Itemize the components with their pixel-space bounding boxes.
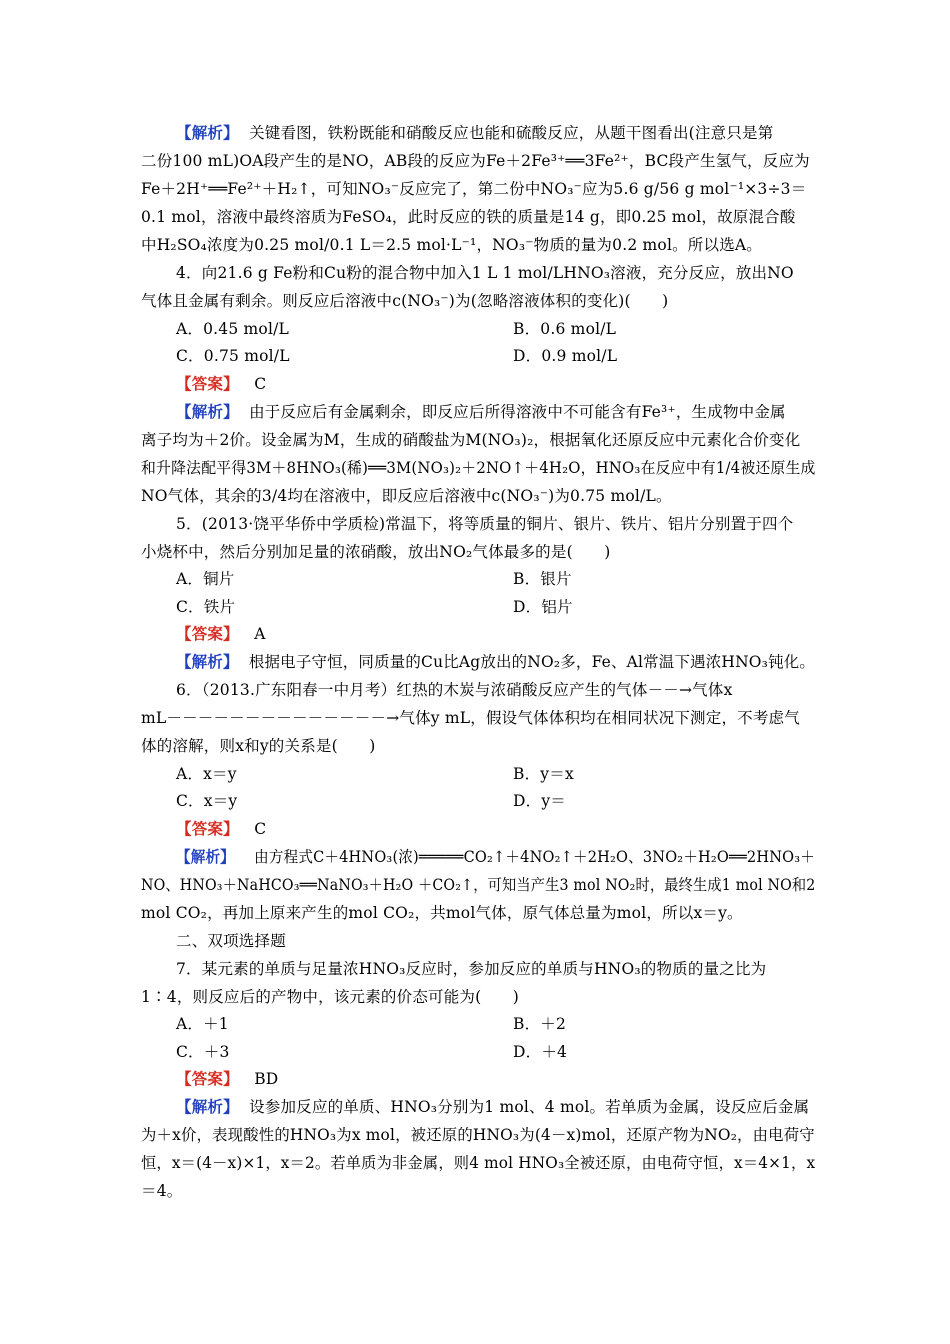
- answer-line: [176, 819, 266, 839]
- text: 由于反应后有金属剩余，即反应后所得溶液中不可能含有Fe³⁺，生成物中金属: [249, 403, 786, 421]
- explanation-line: [176, 402, 786, 422]
- text: 由方程式C＋4HNO₃(浓)═════CO₂↑＋4NO₂↑＋2H₂O、3NO₂＋H₂O══2HNO₃＋: [254, 848, 815, 866]
- option-b: B．y＝x: [513, 765, 574, 783]
- question-7-stem: 1∶4，则反应后的产物中，该元素的价态可能为( ): [141, 988, 520, 1006]
- answer-value: A: [254, 625, 266, 643]
- answer-value: BD: [254, 1070, 279, 1088]
- explanation-line: Fe＋2H⁺══Fe²⁺＋H₂↑，可知NO₃⁻反应完了，第二份中NO₃⁻应为5.6 g/56 g mol⁻¹×3÷3＝: [141, 180, 807, 198]
- option-d: D．铝片: [513, 598, 573, 616]
- answer-line: [176, 624, 266, 644]
- answer-tag: 【答案】: [176, 1069, 239, 1088]
- explanation-line: 离子均为＋2价。设金属为M，生成的硝酸盐为M(NO₃)₂，根据氧化还原反应中元素化合价变化: [141, 431, 801, 449]
- option-c: C．x＝y: [176, 792, 238, 810]
- option-d: D．0.9 mol/L: [513, 347, 618, 365]
- explanation-line: 二份100 mL)OA段产生的是NO，AB段的反应为Fe＋2Fe³⁺══3Fe²⁺，BC段产生氢气，反应为: [141, 152, 810, 170]
- question-5-stem: 小烧杯中，然后分别加足量的浓硝酸，放出NO₂气体最多的是( ): [141, 543, 611, 561]
- analysis-tag: 【解析】: [176, 652, 239, 671]
- answer-line: [176, 374, 266, 394]
- answer-tag: 【答案】: [176, 819, 239, 838]
- question-4-stem: 4．向21.6 g Fe粉和Cu粉的混合物中加入1 L 1 mol/LHNO₃溶液，充分反应，放出NO: [176, 264, 794, 282]
- explanation-line: 为＋x价，表现酸性的HNO₃为x mol，被还原的HNO₃为(4－x)mol，还原产物为NO₂，由电荷守: [141, 1126, 815, 1144]
- question-4-stem: 气体且金属有剩余。则反应后溶液中c(NO₃⁻)为(忽略溶液体积的变化)( ): [141, 292, 669, 310]
- explanation-line: [176, 847, 815, 867]
- explanation-line: NO气体，其余的3/4均在溶液中，即反应后溶液中c(NO₃⁻)为0.75 mol/L。: [141, 487, 672, 505]
- analysis-tag: 【解析】: [176, 123, 239, 142]
- explanation-line: ＝4。: [141, 1182, 183, 1200]
- section-heading: 二、双项选择题: [176, 932, 286, 950]
- analysis-tag: 【解析】: [176, 847, 235, 866]
- explanation-line: NO、HNO₃＋NaHCO₃══NaNO₃＋H₂O ＋CO₂↑，可知当产生3 mol NO₂时，最终生成1 mol NO和2: [141, 876, 816, 894]
- question-6-stem: 6．（2013.广东阳春一中月考）红热的木炭与浓硝酸反应产生的气体－－→气体x: [176, 681, 733, 699]
- question-6-stem: mL－－－－－－－－－－－－－－→气体y mL，假设气体体积均在相同状况下测定，不考虑气: [141, 709, 800, 727]
- answer-value: C: [254, 820, 267, 838]
- option-d: D．＋4: [513, 1043, 568, 1061]
- analysis-tag: 【解析】: [176, 1097, 239, 1116]
- question-5-stem: 5．(2013·饶平华侨中学质检)常温下，将等质量的铜片、银片、铁片、铝片分别置于四个: [176, 515, 794, 533]
- option-d: D．y＝: [513, 792, 566, 810]
- explanation-line: 0.1 mol，溶液中最终溶质为FeSO₄，此时反应的铁的质量是14 g，即0.25 mol，故原混合酸: [141, 208, 796, 226]
- explanation-line: [176, 652, 815, 672]
- option-c: C．＋3: [176, 1043, 230, 1061]
- option-a: A．0.45 mol/L: [176, 320, 290, 338]
- explanation-line: 和升降法配平得3M＋8HNO₃(稀)══3M(NO₃)₂＋2NO↑＋4H₂O，HNO₃在反应中有1/4被还原生成: [141, 459, 816, 477]
- explanation-line: [176, 1097, 809, 1117]
- answer-tag: 【答案】: [176, 624, 239, 643]
- question-7-stem: 7．某元素的单质与足量浓HNO₃反应时，参加反应的单质与HNO₃的物质的量之比为: [176, 960, 767, 978]
- option-b: B．0.6 mol/L: [513, 320, 617, 338]
- analysis-tag: 【解析】: [176, 402, 239, 421]
- text: 设参加反应的单质、HNO₃分别为1 mol、4 mol。若单质为金属，设反应后金属: [249, 1098, 810, 1116]
- explanation-line: [176, 123, 773, 143]
- explanation-line: 恒，x＝(4－x)×1，x＝2。若单质为非金属，则4 mol HNO₃全被还原，由电荷守恒，x＝4×1，x: [141, 1154, 816, 1172]
- answer-tag: 【答案】: [176, 374, 239, 393]
- text: 关键看图，铁粉既能和硝酸反应也能和硫酸反应，从题干图看出(注意只是第: [249, 124, 774, 142]
- explanation-line: 中H₂SO₄浓度为0.25 mol/0.1 L＝2.5 mol·L⁻¹，NO₃⁻物质的量为0.2 mol。所以选A。: [141, 236, 762, 254]
- answer-line: [176, 1069, 278, 1089]
- answer-value: C: [254, 375, 267, 393]
- option-b: B．银片: [513, 570, 572, 588]
- option-a: A．x＝y: [176, 765, 237, 783]
- option-c: C．0.75 mol/L: [176, 347, 290, 365]
- option-a: A．铜片: [176, 570, 235, 588]
- explanation-line: mol CO₂，再加上原来产生的mol CO₂，共mol气体，原气体总量为mol，所以x＝y。: [141, 904, 743, 922]
- option-b: B．＋2: [513, 1015, 567, 1033]
- option-c: C．铁片: [176, 598, 236, 616]
- option-a: A．＋1: [176, 1015, 229, 1033]
- question-6-stem: 体的溶解，则x和y的关系是( ): [141, 737, 376, 755]
- text: 根据电子守恒，同质量的Cu比Ag放出的NO₂多，Fe、Al常温下遇浓HNO₃钝化。: [248, 653, 816, 671]
